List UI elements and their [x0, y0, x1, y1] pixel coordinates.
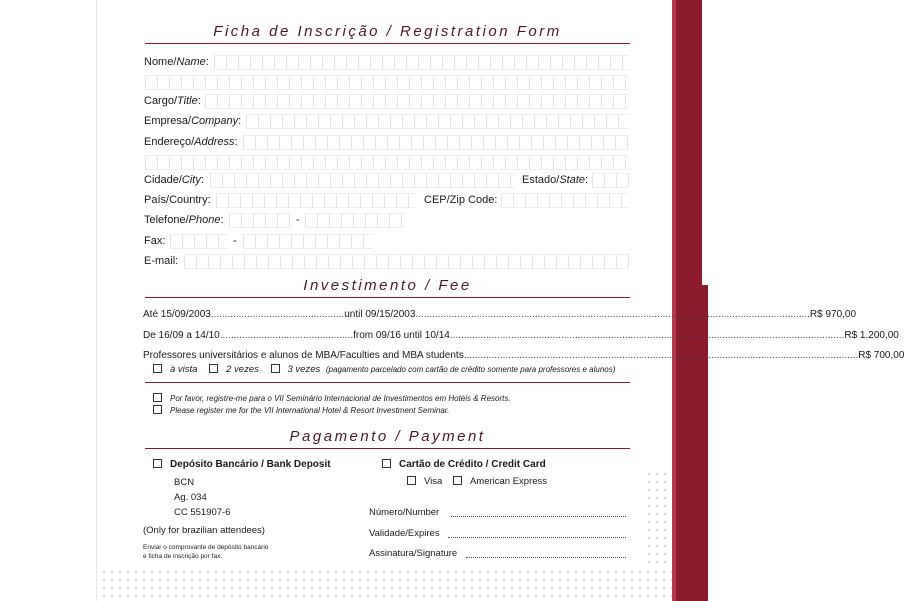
fee-row-1-mid: until 09/15/2003	[344, 309, 416, 320]
side-dot-pattern	[645, 470, 672, 568]
bank-agency: Ag. 034	[174, 492, 207, 503]
deposit-fax-note-line1: Enviar o comprovante de depósito bancário	[143, 544, 269, 551]
title-label: Cargo/Title:	[144, 95, 201, 107]
zip-label: CEP/Zip Code:	[424, 194, 498, 206]
state-label: Estado/State:	[522, 174, 589, 186]
email-label: E-mail:	[144, 255, 179, 267]
visa-checkbox[interactable]	[407, 476, 416, 485]
deposit-label: Depósito Bancário / Bank Deposit	[170, 459, 331, 470]
fee-row-1-leader-1: ................................................	[210, 309, 345, 320]
option-2x-checkbox[interactable]	[209, 364, 218, 373]
name-label: Nome/Name:	[144, 56, 209, 68]
bank-name: BCN	[174, 477, 195, 488]
zip-input[interactable]	[501, 193, 629, 208]
installment-note: (pagamento parcelado com cartão de crédito somente para professores e alunos)	[325, 365, 616, 374]
email-input[interactable]	[184, 254, 629, 269]
card-label: Cartão de Crédito / Credit Card	[399, 459, 546, 470]
fee-row-3-left: Professores universitários e alunos de MBA/Faculties and MBA students	[143, 350, 464, 361]
register-en-row	[153, 405, 449, 415]
visa-label: Visa	[424, 476, 443, 487]
page-left-margin-line	[96, 0, 97, 601]
only-brazil-note: (Only for brazilian attendees)	[143, 525, 265, 536]
card-row	[382, 459, 546, 470]
fee-row-3-price: R$ 700,00	[858, 350, 904, 361]
option-avista-label: à vista	[170, 364, 198, 375]
country-label: País/Country:	[144, 194, 211, 206]
fee-row-1	[143, 309, 857, 320]
title-input[interactable]	[205, 94, 629, 109]
phone-dash: -	[296, 214, 300, 226]
phone-area-input[interactable]	[229, 213, 291, 228]
card-expires-input[interactable]	[448, 536, 626, 538]
city-label: Cidade/City:	[144, 174, 204, 186]
fee-row-1-price: R$ 970,00	[809, 309, 857, 320]
card-number-label: Número/Number	[369, 507, 440, 518]
registration-heading: Ficha de Inscrição / Registration Form	[213, 23, 562, 40]
payment-heading: Pagamento / Payment	[289, 428, 486, 445]
company-input[interactable]	[246, 114, 629, 129]
deposit-fax-note	[143, 543, 268, 561]
fee-bottom-rule	[145, 382, 630, 383]
fee-heading: Investimento / Fee	[303, 277, 472, 294]
option-3x-label: 3 vezes	[287, 364, 321, 375]
deposit-row	[153, 459, 331, 470]
register-pt-row	[153, 393, 511, 403]
amex-label: American Express	[469, 476, 548, 487]
installment-options	[153, 364, 615, 375]
fee-row-2-price: R$ 1.200,00	[844, 330, 899, 341]
state-input[interactable]	[592, 173, 629, 188]
fee-row-2-left: De 16/09 a 14/10	[143, 330, 220, 341]
fee-row-2-mid: from 09/16 until 10/14	[353, 330, 450, 341]
card-types	[407, 476, 547, 487]
fee-row-3	[143, 350, 904, 361]
signature-input[interactable]	[466, 556, 626, 558]
fee-row-2-leader-2: ..............................................................................................................................................	[449, 330, 845, 341]
signature-label: Assinatura/Signature	[369, 548, 458, 559]
deposit-fax-note-line2: e ficha de inscrição por fax.	[143, 553, 223, 560]
name-input-line2[interactable]	[145, 75, 629, 90]
address-input[interactable]	[243, 135, 629, 150]
register-pt-text: Por favor, registre-me para o VII Seminário Internacional de Investimentos em Hotéis & Resorts.	[170, 394, 511, 403]
fax-label: Fax:	[144, 235, 166, 247]
fee-row-1-leader-2: ..............................................................................................................................................	[415, 309, 810, 320]
phone-label: Telefone/Phone:	[144, 214, 224, 226]
registration-rule	[145, 43, 630, 44]
bottom-dot-pattern	[100, 568, 672, 600]
option-2x-label: 2 vezes	[226, 364, 259, 375]
deposit-checkbox[interactable]	[153, 459, 162, 468]
option-avista-checkbox[interactable]	[153, 364, 162, 373]
country-input[interactable]	[216, 193, 416, 208]
fax-number-input[interactable]	[243, 234, 373, 249]
fee-row-2	[143, 330, 899, 341]
fee-row-1-left: Até 15/09/2003	[143, 309, 211, 320]
fax-area-input[interactable]	[170, 234, 228, 249]
bank-account: CC 551907-6	[174, 507, 231, 518]
register-en-checkbox[interactable]	[153, 405, 162, 414]
name-input[interactable]	[214, 55, 629, 70]
company-label: Empresa/Company:	[144, 115, 242, 127]
card-number-input[interactable]	[451, 515, 626, 517]
fee-row-3-leader: ..............................................................................................................................................	[463, 350, 859, 361]
card-checkbox[interactable]	[382, 459, 391, 468]
payment-rule	[145, 448, 630, 449]
fee-row-2-leader-1: ................................................	[219, 330, 354, 341]
card-expires-label: Validade/Expires	[369, 528, 440, 539]
fee-rule	[145, 297, 630, 298]
register-en-text: Please register me for the VII International Hotel & Resort Investment Seminar.	[170, 406, 450, 415]
red-page-edge-highlight	[672, 0, 676, 601]
fax-dash: -	[233, 235, 237, 247]
address-input-line2[interactable]	[145, 155, 629, 170]
option-3x-checkbox[interactable]	[271, 364, 280, 373]
city-input[interactable]	[210, 173, 515, 188]
phone-number-input[interactable]	[305, 213, 405, 228]
register-pt-checkbox[interactable]	[153, 393, 162, 402]
amex-checkbox[interactable]	[453, 476, 462, 485]
address-label: Endereço/Address:	[144, 136, 238, 148]
right-white-panel	[702, 0, 800, 601]
